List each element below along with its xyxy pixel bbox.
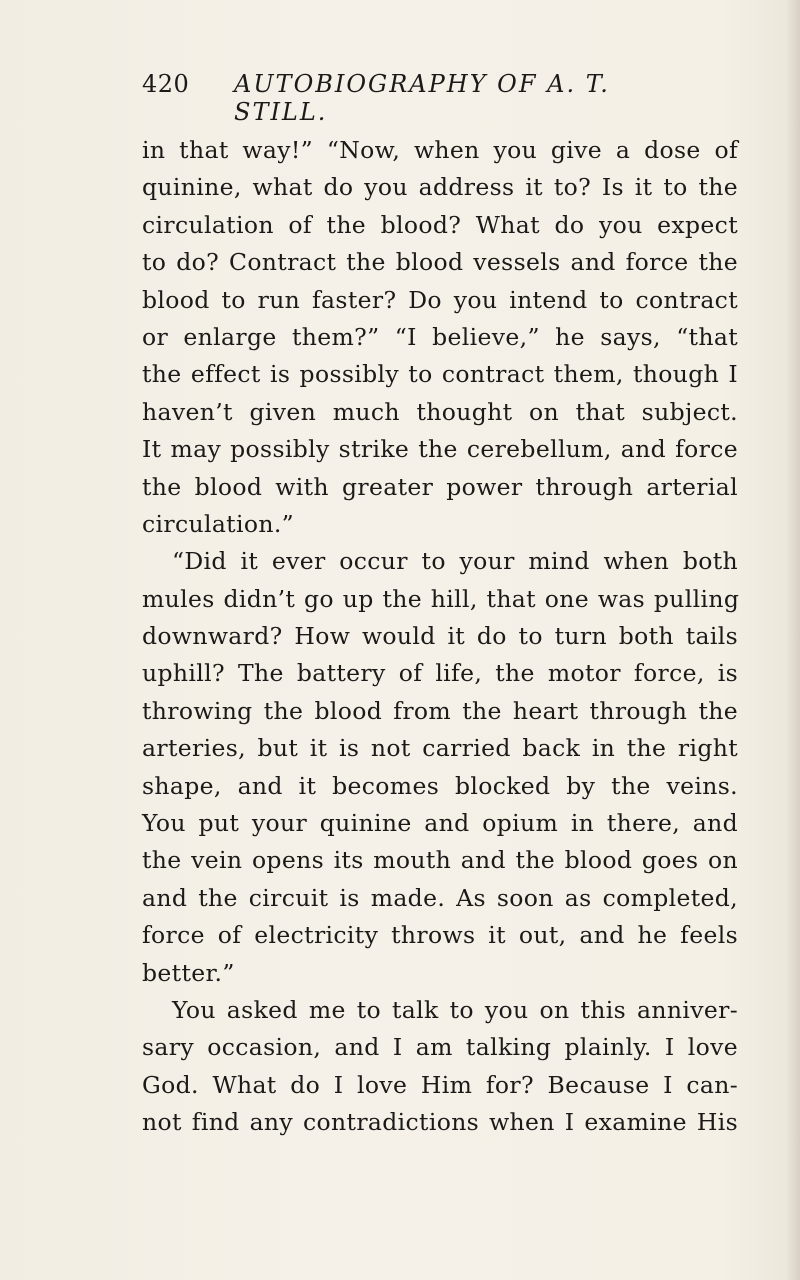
text-line: circulation.” bbox=[142, 509, 295, 538]
text-line: circulation of the blood? What do you expect bbox=[142, 210, 738, 239]
text-line: or enlarge them?” “I believe,” he says, “that bbox=[142, 322, 738, 351]
text-line: in that way!” “Now, when you give a dose of bbox=[142, 136, 738, 164]
text-line: arteries, but it is not carried back in the right bbox=[142, 734, 738, 763]
text-line: the effect is possibly to contract them, though I bbox=[142, 360, 738, 389]
text-line: You put your quinine and opium in there, and bbox=[142, 809, 738, 838]
text-line: better.” bbox=[142, 958, 235, 987]
text-line: the vein opens its mouth and the blood goes on bbox=[142, 846, 738, 875]
page-number: 420 bbox=[142, 70, 190, 98]
body-text bbox=[142, 132, 738, 1142]
text-line: shape, and it becomes blocked by the veins. bbox=[142, 771, 738, 800]
page-header bbox=[142, 70, 662, 126]
text-line: It may possibly strike the cerebellum, and force bbox=[142, 435, 738, 464]
running-title: AUTOBIOGRAPHY OF A. T. STILL. bbox=[234, 70, 610, 126]
text-line: quinine, what do you address it to? Is it to the bbox=[142, 173, 738, 202]
page-edge-shadow bbox=[786, 0, 800, 1280]
text-line: uphill? The battery of life, the motor force, is bbox=[142, 659, 738, 688]
text-line: blood to run faster? Do you intend to contract bbox=[142, 285, 738, 314]
text-line: mules didn’t go up the hill, that one was pulling bbox=[142, 584, 740, 613]
text-line: You asked me to talk to you on this anniver- bbox=[172, 995, 738, 1024]
text-line: the blood with greater power through arterial bbox=[142, 472, 738, 501]
text-line: downward? How would it do to turn both tails bbox=[142, 622, 738, 651]
text-line: God. What do I love Him for? Because I can- bbox=[142, 1070, 738, 1099]
text-line: haven’t given much thought on that subject. bbox=[142, 397, 738, 426]
text-line: to do? Contract the blood vessels and force the bbox=[142, 248, 738, 277]
text-line: and the circuit is made. As soon as completed, bbox=[142, 883, 738, 912]
text-line: force of electricity throws it out, and he feels bbox=[142, 921, 738, 950]
text-line: throwing the blood from the heart through the bbox=[142, 696, 738, 725]
text-line: sary occasion, and I am talking plainly. I love bbox=[142, 1033, 738, 1062]
text-line: “Did it ever occur to your mind when both bbox=[172, 547, 738, 576]
text-line: not find any contradictions when I examine His bbox=[142, 1108, 738, 1137]
